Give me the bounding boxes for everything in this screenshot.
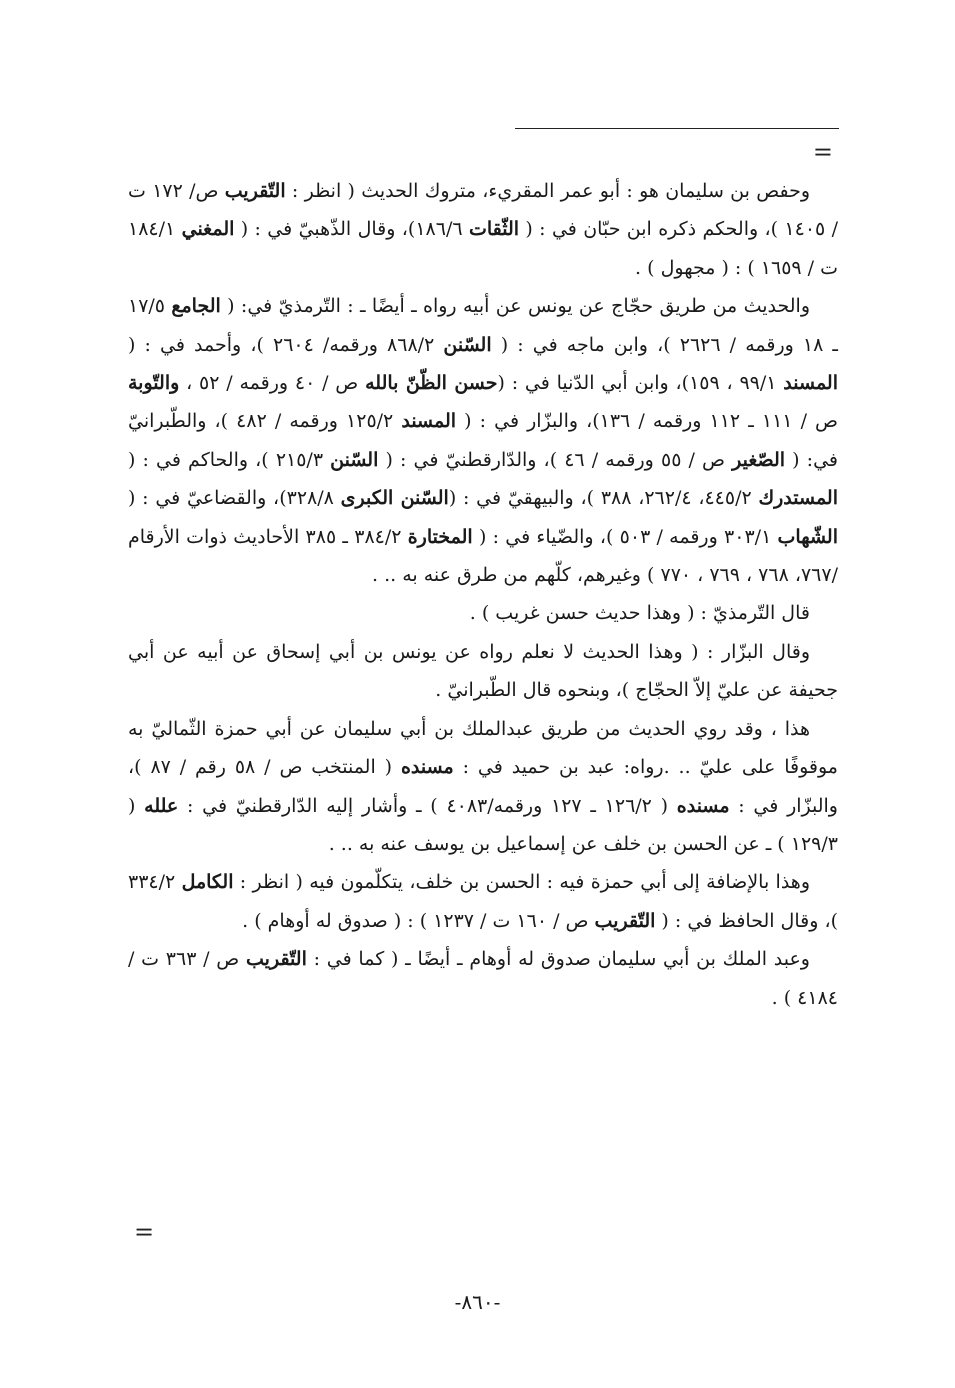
bold-book-title: الصّغير [732,448,786,471]
bold-book-title: علله [144,794,179,817]
continuation-mark-top: = [812,138,833,166]
continuation-mark-bottom: = [134,1218,155,1246]
text-run: ٩٩/١ ، ١٥٩)، وابن أبي الدّنيا في : ( [497,372,784,395]
paragraph [128,710,838,864]
text-run: ص / ١١١ ـ ١١٢ ورقمه / ١٣٦)، والبزّار في : ( [456,410,839,433]
text-run: ص / ٤٠ ورقمه / ٥٢ ، [179,372,366,395]
text-run: ١٧/٥ ـ ١٨ ورقمه / ٢٦٢٦ )، وابن ماجه في : ( [128,295,839,356]
bold-book-title: حسن الظّنّ بالله [365,372,498,395]
text-run: ٨٦٨/٢ ورقمه/ ٢٦٠٤ )، وأحمد في : ( [128,333,444,356]
bold-book-title: المختارة [407,525,473,548]
page-number: -٨٦٠- [454,1290,501,1314]
text-run: ٣٠٣/١ ورقمه / ٥٠٣ )، والضّياء في : ( [472,525,778,548]
bold-book-title: التّقريب [224,180,286,202]
text-run: ( ١٢٩/٣ ) ـ عن الحسن بن خلف عن إسماعيل بن يوسف عنه به .. . [128,794,838,855]
paragraph [128,594,838,632]
text-run: ص / ٥٥ ورقمه / ٤٦ )، والدّارقطنيّ في : ( [378,448,733,471]
footnote-separator-rule [515,128,839,129]
paragraph [128,633,838,710]
bold-book-title: الشّهاب [777,525,838,548]
text-run: ( المنتخب ص / ٥٨ رقم / ٨٧ )، والبزّار في : [128,756,838,817]
paragraph [128,940,838,1017]
bold-book-title: المغني [181,218,235,241]
bold-book-title: التّقريب [594,909,656,932]
bold-book-title: المسند [783,372,838,395]
text-run: ص / ٣٦٣ ت / ٤١٨٤ ) . [128,948,838,1009]
text-run: ١٨٤/١ ت / ١٦٥٩ ) : ( مجهول ) . [128,218,838,279]
text-run: والحديث من طريق حجّاج عن يونس عن أبيه رواه ـ أيضًا ـ : التّرمذيّ في: ( [220,295,810,318]
bold-book-title: المسند [401,410,457,433]
bold-book-title: الكامل [181,871,234,894]
bold-book-title: مسنده [400,756,454,779]
text-run: ١٢٥/٢ ورقمه / ٤٨٢ )، والطّبرانيّ في: ( [128,410,838,471]
paragraph [128,172,838,287]
paragraph [128,863,838,940]
bold-book-title: والتّوبة [128,372,180,395]
text-run: وقال البزّار : ( وهذا الحديث لا نعلم رواه عن يونس بن أبي إسحاق عن أبيه عن أبي جحيفة عن عليّ إلاّ الحجّاج )، وبنحوه قال الطّبرانيّ . [128,640,838,702]
bold-book-title: الجامع [171,295,221,318]
bold-book-title: المستدرك [758,487,838,510]
text-run: ص/ ١٧٢ ت / ١٤٠٥ )، والحكم ذكره ابن حبّان في : ( [128,180,839,241]
bold-book-title: السّنن [330,448,379,471]
text-run: وعبد الملك بن أبي سليمان صدوق له أوهام ـ أيضًا ـ ( كما في : [306,948,810,971]
text-run: وهذا بالإضافة إلى أبي حمزة فيه : الحسن بن خلف، يتكلّمون فيه ( انظر : [233,871,810,894]
text-run: ٣٢٨/٨)، والقضاعيّ في : ( [128,487,341,510]
text-run: ص / ١٦٠ ت / ١٢٣٧ ) : ( صدوق له أوهام ) . [242,909,595,932]
bold-book-title: مسنده [676,794,730,817]
text-run: ٣٣٤/٢ )، وقال الحافظ في : ( [128,871,838,932]
bold-book-title: الثّقات [468,218,520,241]
bold-book-title: التّقريب [246,948,307,971]
text-run: ١٨٦/٦)، وقال الذّهبيّ في : ( [234,218,469,241]
text-run: هذا ، وقد روي الحديث من طريق عبدالملك بن أبي سليمان عن أبي حمزة الثّماليّ به موقوفًا على عليّ .. .رواه: عبد بن حميد في : [128,717,838,779]
text-run: ( ١٢٦/٢ ـ ١٢٧ ورقمه/٤٠٨٣ ) ـ وأشار إليه الدّارقطنيّ في : [178,794,677,817]
bold-book-title: السّنن الكبرى [340,487,449,510]
text-run: ٤٤٥/٢، ٢٦٢/٤، ٣٨٨ )، والبيهقيّ في : ( [448,487,759,510]
paragraph [128,287,838,594]
text-run: وحفص بن سليمان هو : أبو عمر المقريء، متروك الحديث ( انظر : [285,180,811,202]
text-run: قال التّرمذيّ : ( وهذا حديث حسن غريب ) . [469,602,810,625]
footnote-text-block [128,172,838,1017]
text-run: ٢١٥/٣ )، والحاكم في : ( [128,448,331,471]
text-run: ٣٨٤/٢ ـ ٣٨٥ الأحاديث ذوات الأرقام /٧٦٧، ٧٦٨ ، ٧٦٩ ، ٧٧٠ ) وغيرهم، كلّهم من طرق عنه به .. . [128,525,838,587]
bold-book-title: السّنن [443,333,492,356]
